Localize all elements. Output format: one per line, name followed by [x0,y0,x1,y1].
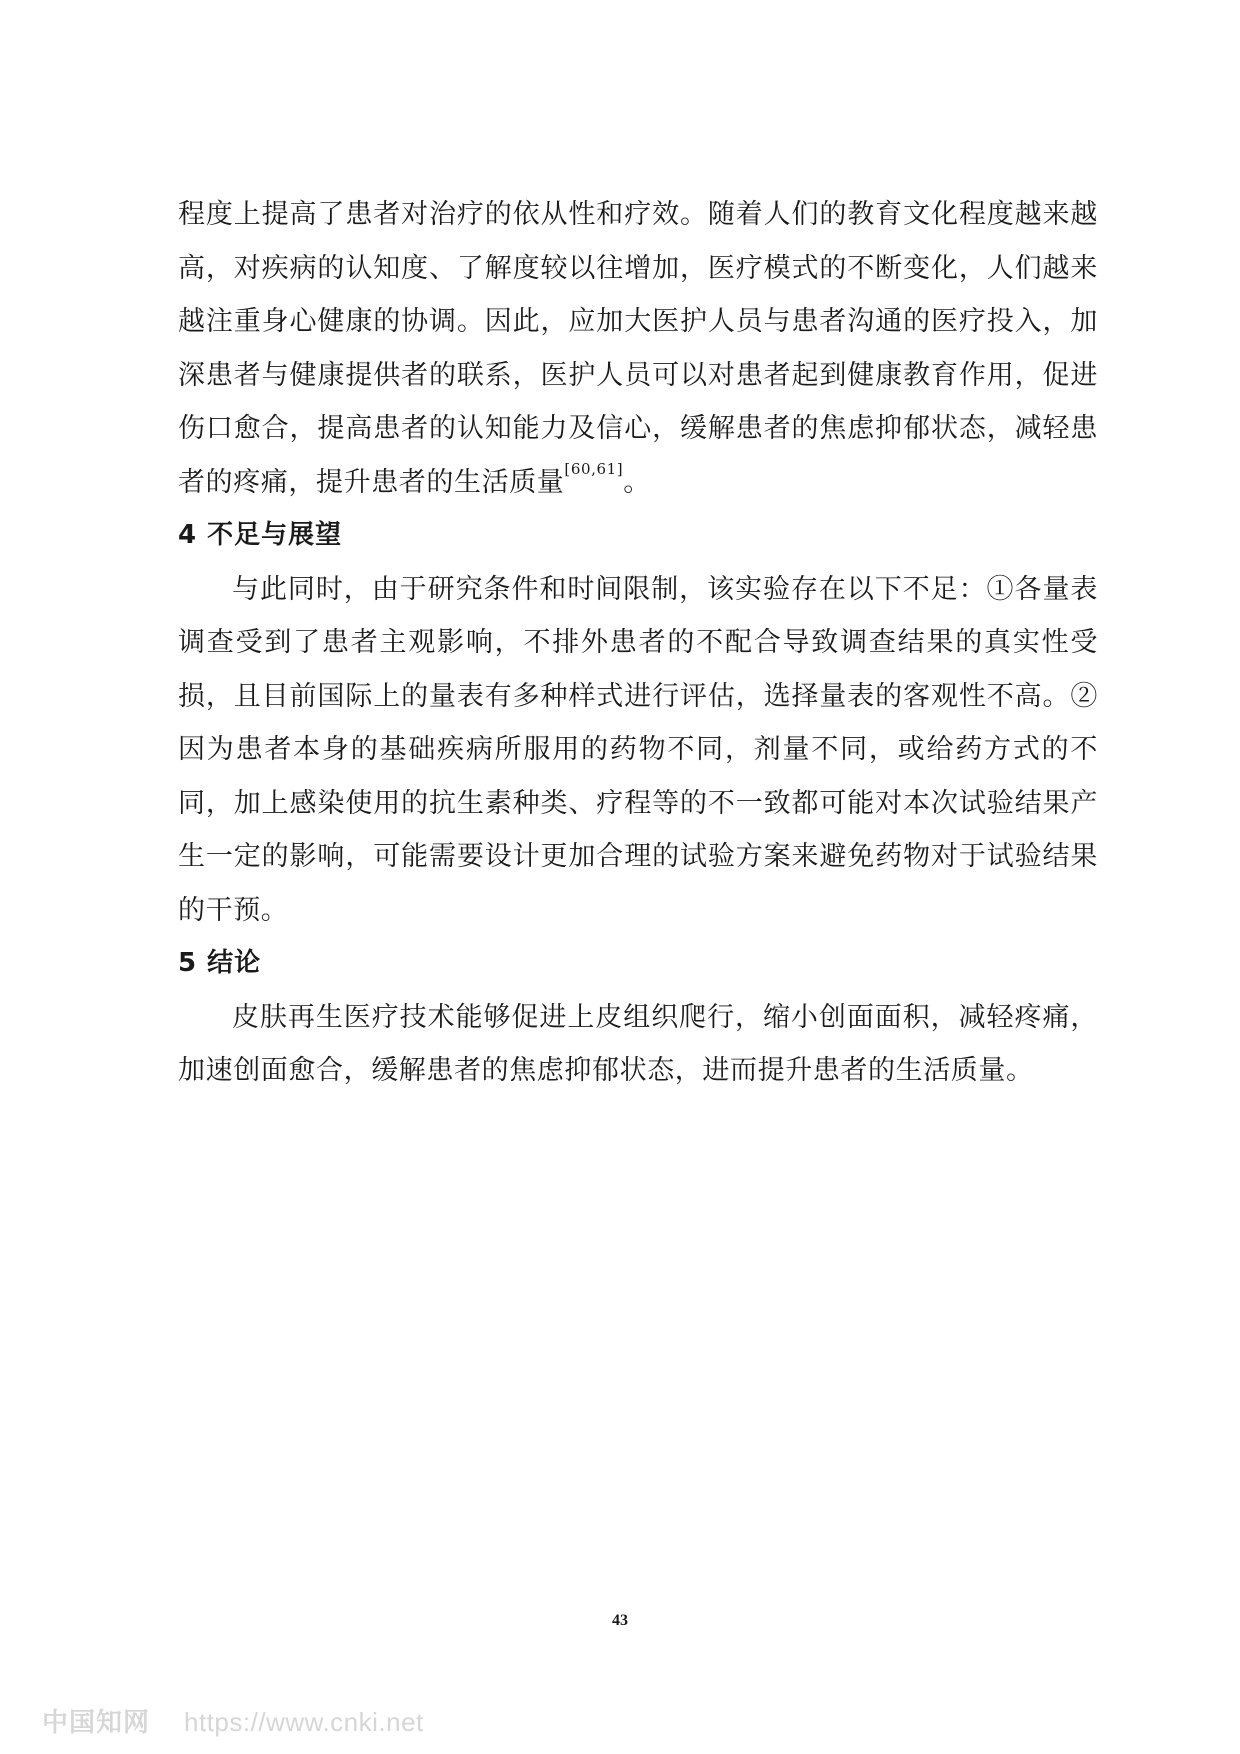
section-heading-4: 4 不足与展望 [178,520,343,550]
body-paragraph [178,188,1098,509]
watermark [42,1702,424,1739]
watermark-logo: 中国知网 [42,1708,151,1738]
page-content [178,188,1098,1098]
section-heading-5: 5 结论 [178,948,262,978]
body-paragraph: 与此同时，由于研究条件和时间限制，该实验存在以下不足：①各量表调查受到了患者主观影响，不排外患者的不配合导致调查结果的真实性受损，且目前国际上的量表有多种样式进行评估，选择量表的客观性不高。②因为患者本身的基础疾病所服用的药物不同，剂量不同，或给药方式的不同，加上感染使用的抗生素种类、疗程等的不一致都可能对本次试验结果产生一定的影响，可能需要设计更加合理的试验方案来避免药物对于试验结果的干预。 [178,573,1098,926]
body-paragraph: 皮肤再生医疗技术能够促进上皮组织爬行，缩小创面面积，减轻疼痛，加速创面愈合，缓解患者的焦虑抑郁状态，进而提升患者的生活质量。 [178,1001,1098,1086]
paragraph-end-punctuation: 。 [623,466,651,498]
watermark-url: https://www.cnki.net [184,1707,424,1737]
citation-reference: [60,61] [564,459,624,478]
paragraph-text: 程度上提高了患者对治疗的依从性和疗效。随着人们的教育文化程度越来越高，对疾病的认知度、了解度较以往增加，医疗模式的不断变化，人们越来越注重身心健康的协调。因此，应加大医护人员与患者沟通的医疗投入，加深患者与健康提供者的联系，医护人员可以对患者起到健康教育作用，促进伤口愈合，提高患者的认知能力及信心，缓解患者的焦虑抑郁状态，减轻患者的疼痛，提升患者的生活质量 [178,199,1098,498]
page-number: 43 [612,1612,628,1629]
